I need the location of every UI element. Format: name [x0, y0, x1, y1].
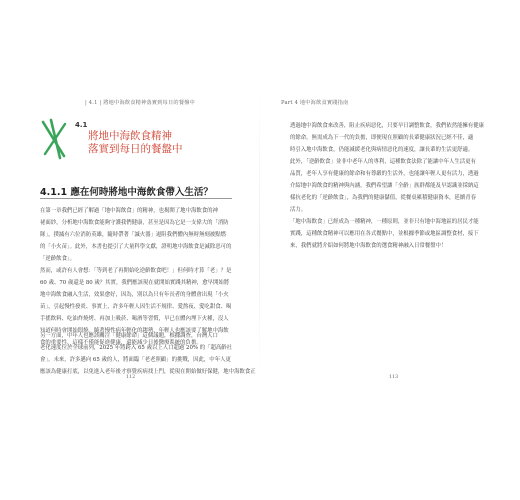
- section-divider: [40, 198, 232, 199]
- page-number: 112: [126, 375, 136, 380]
- text-line: 「地中海飲食」已經成為一種精神，一種原則，並非只有地中海地區的居民才能: [290, 219, 479, 225]
- text-line: 手搖飲料、吃油炸燒烤、再加上吸菸、喝酒等習慣，早已在體內埋下火種，沒人: [40, 316, 229, 322]
- text-line: 樣抗老化的「逆齡飲食」，為我們的健康儲值，從餐桌累積健康資本，延續青春: [290, 195, 476, 201]
- right-page: [260, 0, 520, 500]
- text-line: 介紹地中海飲食的精神與內涵，我們希望讓「全齡」族群都能及早認識並採納這: [290, 183, 479, 189]
- page-number: 113: [389, 375, 399, 380]
- text-line: 的餘命，無需成為下一代的負擔，即便現在照顧的長輩健康狀況已經不佳，適: [290, 135, 474, 141]
- chapter-number: 4.1: [75, 121, 88, 129]
- text-line: 苗」，引起慢性發炎、事實上，許多年輕人因生活不規律、愛熬夜、愛吃甜食、喝: [40, 304, 232, 310]
- text-line: 應該為健康打底，以免進入老年後才察覺疾病找上門，從現在開始做好保健，地中海飲食正: [40, 369, 256, 375]
- text-line: 祕面紗，分析地中海飲食能夠守護我們健康，甚至是因為它是一支偉大的「消防: [40, 220, 229, 226]
- text-line: 隊」，撲滅有六位消防英雄，隨時帶著「滅火器」遏阻我們體內無時無刻被點燃: [40, 232, 226, 238]
- text-line: 老化速度位於全球前列，2025 年將跨入 65 歲以上人口超過 20% 的「超高齡社: [40, 345, 233, 351]
- text-line: 會」。未來，許多邁向 65 歲的人，將面臨「老老照顧」的挑戰，因此，中年人更: [40, 357, 231, 363]
- body-paragraph: [290, 156, 488, 216]
- chapter-title-line: 將地中海飲食精神: [88, 130, 172, 142]
- text-line: 來，我們就將介紹如何將地中海飲食的選食精神融入日常餐盤中！: [290, 243, 447, 249]
- text-line: 地中海飲食融入生活，效果愈好，因為，別以為只有年長者的身體會出現「小火: [40, 292, 229, 298]
- text-line: 此外，「逆齡飲食」並非中老年人的專利，這種飲食法除了能讓中年人生活更有: [290, 159, 476, 165]
- text-line: 實踐，這種飲食精神可以應用在各式餐點中，並根據季節或地區調整食材，接下: [290, 231, 479, 237]
- chapter-title: [88, 130, 183, 156]
- body-paragraph: [290, 120, 488, 156]
- chapter-title-line: 落實到每日的餐盤中: [88, 143, 183, 155]
- body-paragraph: [40, 205, 232, 265]
- chopsticks-icon: [40, 118, 68, 160]
- section-heading: 4.1.1 應在何時將地中海飲食帶入生活？: [40, 187, 213, 198]
- running-head: | 4.1 | 將地中海飲食精神落實到每日的餐盤中: [85, 100, 195, 106]
- running-head: Part 4 地中海飲食實踐指南: [281, 100, 349, 106]
- text-line: 透過地中海飲食來改善，阻止疾病惡化，只要早日調整飲食，我們依然能擁有健康: [290, 123, 485, 129]
- text-line: 60 歲、70 歲還是 80 歲？其實，我們應該現在就開始實踐其精神，愈早開始將: [40, 280, 230, 286]
- text-line: 的「小火苗」。此外，本書也提引了大量科學文獻，證明地中海飲食是減除惡可的: [40, 244, 232, 250]
- text-line: 時引入地中海飲食，仍能減緩老化與病情惡化的速度，讓長輩的生活更舒適。: [290, 147, 474, 153]
- text-line: 知道何時會開始悶燒。隨著慢性病年輕化的趨勢，年輕人也應該要了解地中海飲: [40, 328, 229, 334]
- text-line: 然而，或許有人會想：「等到老了再開始吃逆齡飲食吧！」但何時才算「老」？是: [40, 268, 232, 274]
- text-line: 另一方面，中年人也應該關注「健康餘命」這個議題，根據調查，台灣人口: [40, 333, 218, 339]
- body-paragraph: [40, 330, 256, 378]
- body-paragraph: [290, 216, 488, 252]
- text-line: 活力。: [290, 207, 307, 213]
- text-line: 品質，老年人享有健康的餘命和有尊嚴的生活外，也能讓年輕人更有活力，透過: [290, 171, 479, 177]
- text-line: 食的重要性，這樣不僅能促進健康，還能減少日後醫療系統的負擔。: [40, 340, 202, 346]
- text-line: 「逆齡飲食」。: [40, 256, 76, 262]
- text-line: 在第一章我們已經了解過「地中海飲食」的精神，也揭開了地中海飲食的神: [40, 208, 218, 214]
